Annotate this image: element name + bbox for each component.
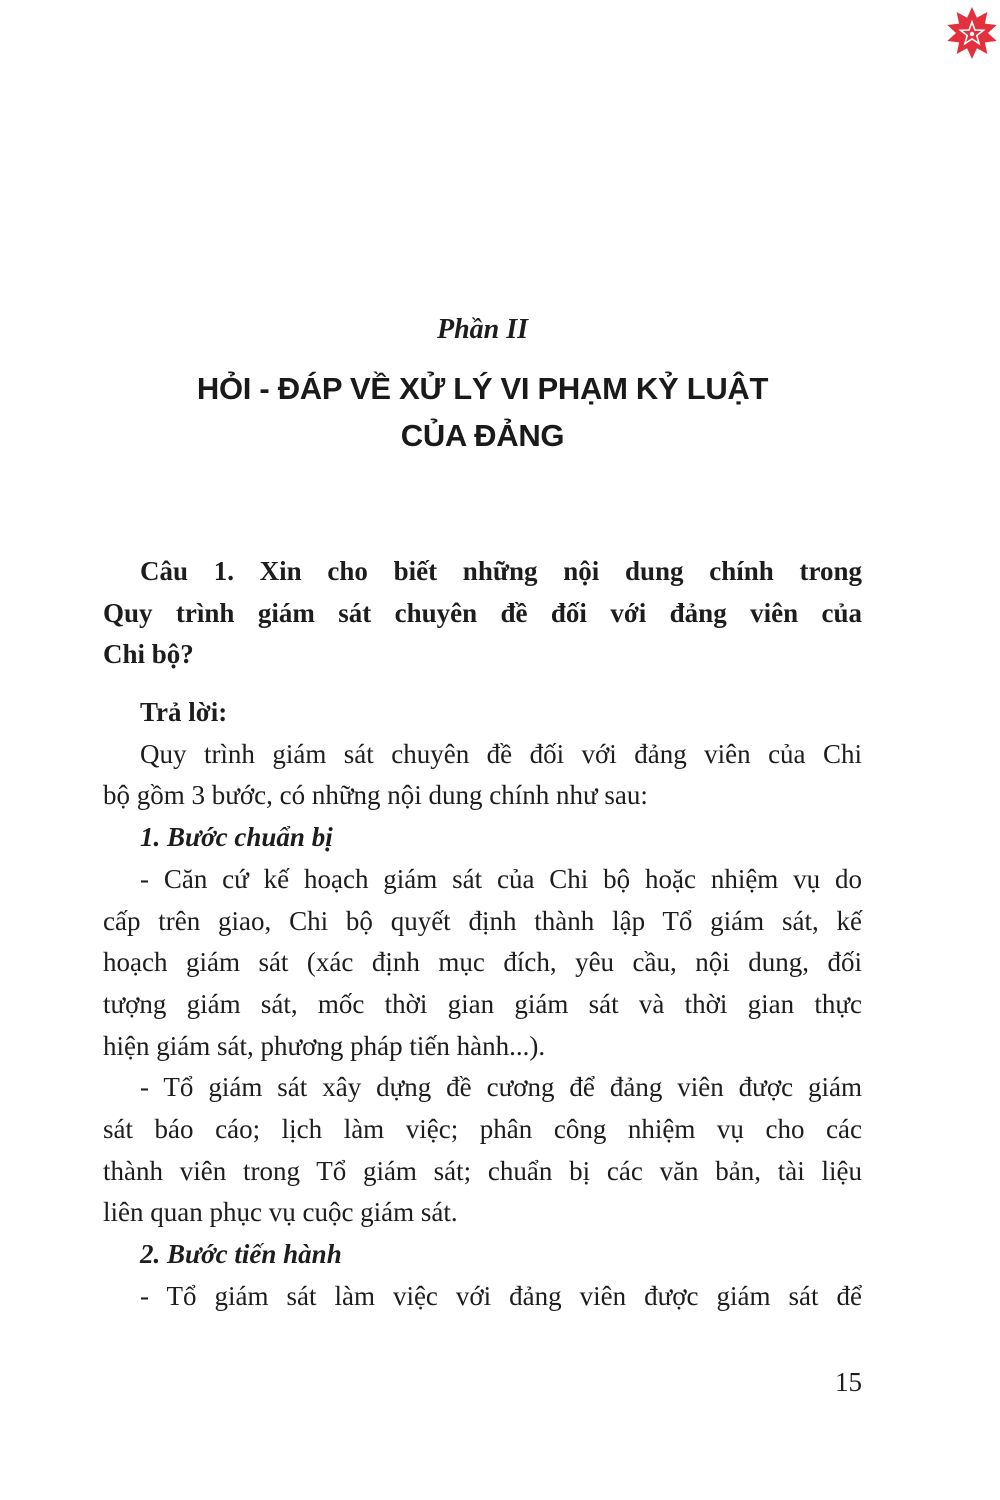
- step1-item: [103, 859, 862, 1068]
- paragraph-line: liên quan phục vụ cuộc giám sát.: [103, 1197, 458, 1228]
- answer: [103, 692, 862, 1318]
- paragraph-line: hiện giám sát, phương pháp tiến hành...).: [103, 1030, 546, 1061]
- paragraph-line: thành viên trong Tổ giám sát; chuẩn bị các văn bản, tài liệu: [103, 1155, 862, 1186]
- paragraph-line: - Căn cứ kế hoạch giám sát của Chi bộ hoặc nhiệm vụ do: [140, 863, 862, 894]
- part-title-line: HỎI - ĐÁP VỀ XỬ LÝ VI PHẠM KỶ LUẬT: [196, 371, 769, 406]
- part-title: [0, 365, 965, 459]
- paragraph-line: Quy trình giám sát chuyên đề đối với đảng viên của Chi: [140, 738, 862, 769]
- logo-center-dot: [970, 32, 974, 36]
- paragraph-line: bộ gồm 3 bước, có những nội dung chính như sau:: [103, 780, 648, 811]
- answer-label: Trả lời:: [140, 697, 228, 727]
- part-label: Phần II: [436, 314, 529, 345]
- paragraph-line: hoạch giám sát (xác định mục đích, yêu cầu, nội dung, đối: [103, 947, 862, 978]
- question-line: Câu 1. Xin cho biết những nội dung chính trong: [140, 556, 862, 586]
- page-number: 15: [835, 1367, 862, 1397]
- step2-heading: 2. Bước tiến hành: [140, 1239, 342, 1270]
- step1-item: [103, 1067, 862, 1234]
- paragraph-line: - Tổ giám sát làm việc với đảng viên được giám sát để: [140, 1280, 862, 1311]
- paragraph-line: tượng giám sát, mốc thời gian giám sát và thời gian thực: [103, 988, 862, 1019]
- answer-intro-paragraph: [103, 734, 862, 817]
- paragraph-line: cấp trên giao, Chi bộ quyết định thành lập Tổ giám sát, kế: [103, 905, 862, 936]
- part-title-line: CỦA ĐẢNG: [400, 418, 565, 453]
- publisher-logo-icon: [945, 4, 999, 62]
- question: [103, 551, 862, 676]
- step1-heading: 1. Bước chuẩn bị: [140, 822, 333, 853]
- step2-item: [103, 1276, 862, 1318]
- paragraph-line: sát báo cáo; lịch làm việc; phân công nhiệm vụ cho các: [103, 1114, 862, 1145]
- paragraph-line: - Tổ giám sát xây dựng đề cương để đảng viên được giám: [140, 1072, 862, 1103]
- question-line: Quy trình giám sát chuyên đề đối với đảng viên của: [103, 597, 862, 628]
- question-line: Chi bộ?: [103, 639, 194, 669]
